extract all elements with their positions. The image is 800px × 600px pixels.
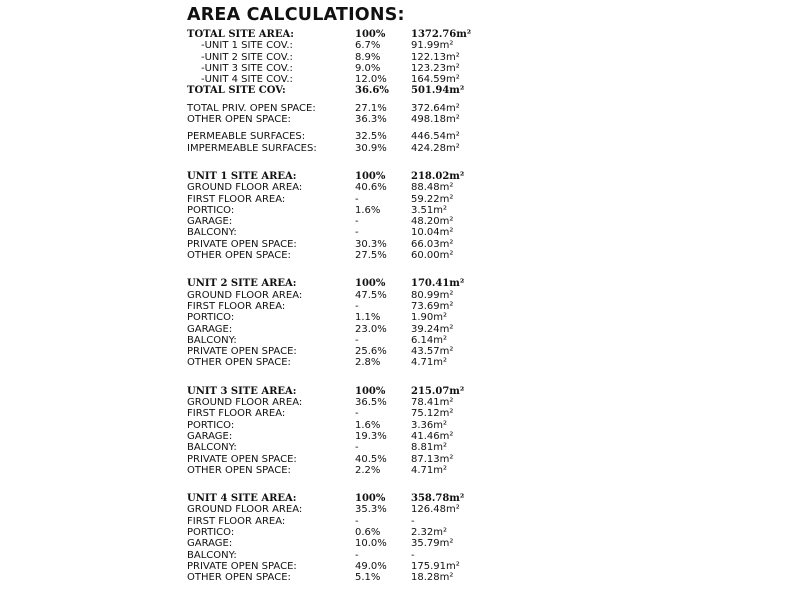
row-label: PRIVATE OPEN SPACE: <box>187 346 297 358</box>
row-label: GARAGE: <box>187 323 233 335</box>
area-table <box>187 29 507 583</box>
row-label: GARAGE: <box>187 430 233 442</box>
row-area: 424.28m² <box>411 142 460 154</box>
row-label: BALCONY: <box>187 549 237 561</box>
row-area: 501.94m² <box>411 85 465 97</box>
row-area: 4.71m² <box>411 357 448 369</box>
row-percent: - <box>355 334 359 346</box>
table-row <box>187 454 507 465</box>
table-row <box>187 335 507 346</box>
row-label: PRIVATE OPEN SPACE: <box>187 560 297 572</box>
table-row <box>187 538 507 549</box>
row-spacer <box>187 369 507 386</box>
row-percent: 100% <box>355 29 386 40</box>
row-percent: - <box>355 216 359 228</box>
row-percent: 25.6% <box>355 346 387 358</box>
row-percent: 36.5% <box>355 397 387 409</box>
row-label: GARAGE: <box>187 216 233 228</box>
row-label: OTHER OPEN SPACE: <box>187 572 291 584</box>
row-label: PORTICO: <box>187 204 235 216</box>
table-row <box>187 40 507 51</box>
row-label: PERMEABLE SURFACES: <box>187 131 306 143</box>
row-percent: 100% <box>355 278 386 290</box>
row-area: 3.51m² <box>411 204 448 216</box>
table-row <box>187 357 507 368</box>
row-percent: - <box>355 300 359 312</box>
row-area: 1372.76m² <box>411 29 472 40</box>
table-row <box>187 143 507 154</box>
table-row <box>187 527 507 538</box>
row-percent: 23.0% <box>355 323 387 335</box>
total-row <box>187 171 507 182</box>
row-percent: 10.0% <box>355 538 387 550</box>
row-percent: - <box>355 227 359 239</box>
row-label: GROUND FLOOR AREA: <box>187 397 303 409</box>
row-label: PRIVATE OPEN SPACE: <box>187 453 297 465</box>
row-area: 78.41m² <box>411 397 454 409</box>
row-label: OTHER OPEN SPACE: <box>187 357 291 369</box>
row-percent: 40.5% <box>355 453 387 465</box>
row-percent: 8.9% <box>355 51 381 63</box>
total-row <box>187 29 507 40</box>
row-label: UNIT 3 SITE AREA: <box>187 385 297 397</box>
row-area: 215.07m² <box>411 385 465 397</box>
row-label: FIRST FLOOR AREA: <box>187 408 286 420</box>
row-label: UNIT 1 SITE AREA: <box>187 170 297 182</box>
row-area: 18.28m² <box>411 572 454 584</box>
row-percent: 1.6% <box>355 419 381 431</box>
total-row <box>187 278 507 289</box>
row-area: 88.48m² <box>411 182 454 194</box>
row-percent: 0.6% <box>355 526 381 538</box>
row-percent: 100% <box>355 170 386 182</box>
row-label: FIRST FLOOR AREA: <box>187 193 286 205</box>
row-area: 2.32m² <box>411 526 448 538</box>
table-row <box>187 239 507 250</box>
row-area: 123.23m² <box>411 62 460 74</box>
table-row <box>187 194 507 205</box>
row-percent: - <box>355 442 359 454</box>
table-row <box>187 63 507 74</box>
table-row <box>187 182 507 193</box>
row-label: GARAGE: <box>187 538 233 550</box>
row-percent: 9.0% <box>355 62 381 74</box>
row-percent: - <box>355 549 359 561</box>
row-label: OTHER OPEN SPACE: <box>187 464 291 476</box>
row-percent: 1.6% <box>355 204 381 216</box>
row-percent: 2.2% <box>355 464 381 476</box>
row-percent: - <box>355 408 359 420</box>
row-area: 75.12m² <box>411 408 454 420</box>
row-label: BALCONY: <box>187 334 237 346</box>
row-area: - <box>411 549 415 561</box>
table-row <box>187 290 507 301</box>
row-area: 175.91m² <box>411 560 460 572</box>
row-label: OTHER OPEN SPACE: <box>187 250 291 262</box>
total-row <box>187 493 507 504</box>
table-row <box>187 420 507 431</box>
row-spacer <box>187 261 507 278</box>
table-row <box>187 250 507 261</box>
row-area: 59.22m² <box>411 193 454 205</box>
total-row <box>187 386 507 397</box>
row-area: 446.54m² <box>411 131 460 143</box>
row-area: 498.18m² <box>411 114 460 126</box>
row-area: 41.46m² <box>411 430 454 442</box>
row-percent: 36.6% <box>355 85 389 97</box>
row-label: UNIT 4 SITE AREA: <box>187 493 297 505</box>
row-percent: 40.6% <box>355 182 387 194</box>
row-area: 80.99m² <box>411 289 454 301</box>
row-label: -UNIT 1 SITE COV.: <box>201 40 293 52</box>
row-label: GROUND FLOOR AREA: <box>187 289 303 301</box>
table-row <box>187 114 507 125</box>
row-percent: 19.3% <box>355 430 387 442</box>
row-label: -UNIT 3 SITE COV.: <box>201 62 293 74</box>
row-percent: 49.0% <box>355 560 387 572</box>
row-area: 6.14m² <box>411 334 448 346</box>
table-row <box>187 301 507 312</box>
row-label: UNIT 2 SITE AREA: <box>187 278 297 290</box>
table-row <box>187 516 507 527</box>
row-percent: 47.5% <box>355 289 387 301</box>
table-row <box>187 504 507 515</box>
table-row <box>187 312 507 323</box>
row-area: 122.13m² <box>411 51 460 63</box>
row-percent: 32.5% <box>355 131 387 143</box>
table-row <box>187 397 507 408</box>
row-label: FIRST FLOOR AREA: <box>187 300 286 312</box>
row-area: 1.90m² <box>411 312 448 324</box>
row-area: 66.03m² <box>411 238 454 250</box>
table-row <box>187 431 507 442</box>
row-area: 170.41m² <box>411 278 465 290</box>
row-area: 39.24m² <box>411 323 454 335</box>
table-row <box>187 216 507 227</box>
row-percent: 2.8% <box>355 357 381 369</box>
row-area: 91.99m² <box>411 40 454 52</box>
row-percent: 30.9% <box>355 142 387 154</box>
row-spacer <box>187 476 507 493</box>
table-row <box>187 442 507 453</box>
row-percent: 12.0% <box>355 74 387 86</box>
row-area: 3.36m² <box>411 419 448 431</box>
row-area: 4.71m² <box>411 464 448 476</box>
row-percent: - <box>355 515 359 527</box>
row-area: 372.64m² <box>411 102 460 114</box>
row-percent: 35.3% <box>355 504 387 516</box>
row-area: - <box>411 515 415 527</box>
row-area: 164.59m² <box>411 74 460 86</box>
row-label: GROUND FLOOR AREA: <box>187 504 303 516</box>
row-area: 126.48m² <box>411 504 460 516</box>
row-label: GROUND FLOOR AREA: <box>187 182 303 194</box>
row-label: -UNIT 4 SITE COV.: <box>201 74 293 86</box>
row-percent: 27.1% <box>355 102 387 114</box>
page-title: AREA CALCULATIONS: <box>187 5 405 25</box>
row-percent: 1.1% <box>355 312 381 324</box>
row-area: 73.69m² <box>411 300 454 312</box>
row-area: 8.81m² <box>411 442 448 454</box>
row-label: TOTAL PRIV. OPEN SPACE: <box>187 102 316 114</box>
row-label: TOTAL SITE AREA: <box>187 29 294 40</box>
row-label: BALCONY: <box>187 227 237 239</box>
row-percent: 5.1% <box>355 572 381 584</box>
row-area: 87.13m² <box>411 453 454 465</box>
row-label: IMPERMEABLE SURFACES: <box>187 142 317 154</box>
row-percent: 30.3% <box>355 238 387 250</box>
row-area: 43.57m² <box>411 346 454 358</box>
row-label: PORTICO: <box>187 312 235 324</box>
row-label: FIRST FLOOR AREA: <box>187 515 286 527</box>
table-row <box>187 408 507 419</box>
row-percent: - <box>355 193 359 205</box>
row-percent: 6.7% <box>355 40 381 52</box>
row-percent: 100% <box>355 493 386 505</box>
table-row <box>187 52 507 63</box>
row-area: 358.78m² <box>411 493 465 505</box>
row-label: -UNIT 2 SITE COV.: <box>201 51 293 63</box>
total-row <box>187 85 507 96</box>
table-row <box>187 131 507 142</box>
table-row <box>187 227 507 238</box>
row-label: OTHER OPEN SPACE: <box>187 114 291 126</box>
table-row <box>187 103 507 114</box>
row-percent: 100% <box>355 385 386 397</box>
row-label: PORTICO: <box>187 419 235 431</box>
table-row <box>187 561 507 572</box>
row-percent: 27.5% <box>355 250 387 262</box>
table-row <box>187 74 507 85</box>
row-label: BALCONY: <box>187 442 237 454</box>
row-area: 35.79m² <box>411 538 454 550</box>
row-area: 60.00m² <box>411 250 454 262</box>
table-row <box>187 346 507 357</box>
row-spacer <box>187 154 507 171</box>
table-row <box>187 550 507 561</box>
row-percent: 36.3% <box>355 114 387 126</box>
row-area: 48.20m² <box>411 216 454 228</box>
table-row <box>187 465 507 476</box>
row-label: PRIVATE OPEN SPACE: <box>187 238 297 250</box>
row-area: 10.04m² <box>411 227 454 239</box>
table-row <box>187 572 507 583</box>
table-row <box>187 324 507 335</box>
row-label: PORTICO: <box>187 526 235 538</box>
row-area: 218.02m² <box>411 170 465 182</box>
table-row <box>187 205 507 216</box>
row-label: TOTAL SITE COV: <box>187 85 286 97</box>
